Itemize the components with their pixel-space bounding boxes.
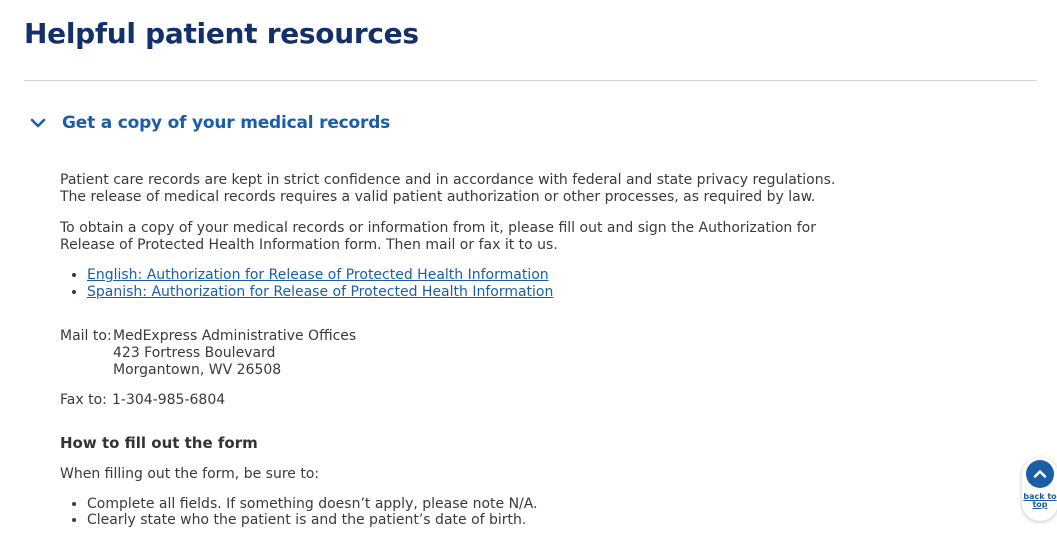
english-form-link[interactable]: English: Authorization for Release of Protected Health Information (87, 267, 549, 283)
fax-value: 1-304-985-6804 (112, 392, 226, 408)
mail-label: Mail to: (60, 328, 112, 344)
mail-address-lines (113, 328, 356, 379)
page-title: Helpful patient resources (24, 17, 419, 50)
list-item (87, 284, 840, 301)
form-section-intro: When filling out the form, be sure to: (60, 466, 320, 482)
mail-address (60, 328, 840, 379)
form-steps-list (60, 496, 840, 528)
chevron-up-icon (1032, 466, 1048, 482)
divider (24, 80, 1037, 81)
list-item: • Clearly state who the patient is and the patient’s date of birth. (87, 512, 840, 528)
form-section-heading: How to fill out the form (60, 434, 258, 452)
privacy-paragraph: Patient care records are kept in strict confidence and in accordance with federal and state privacy regulations. The release of medical records requires a valid patient authorization or other processes, as required by law. (60, 172, 836, 205)
back-to-top-button[interactable] (1022, 457, 1057, 521)
back-to-top-circle (1026, 460, 1054, 488)
mail-line: 423 Fortress Boulevard (113, 345, 276, 361)
accordion-header-medical-records[interactable] (28, 110, 390, 136)
mail-line: Morgantown, WV 26508 (113, 362, 282, 378)
list-item (87, 267, 840, 284)
fax-number (60, 392, 840, 409)
spanish-form-link[interactable]: Spanish: Authorization for Release of Protected Health Information (87, 284, 554, 300)
accordion-title: Get a copy of your medical records (62, 113, 391, 133)
back-to-top-label: back to top (1023, 492, 1057, 509)
accordion-content (60, 172, 840, 528)
mail-line: MedExpress Administrative Offices (113, 328, 357, 344)
fax-label: Fax to: (60, 392, 107, 408)
list-item: • Complete all fields. If something doesn’t apply, please note N/A. (87, 496, 840, 512)
instructions-paragraph: To obtain a copy of your medical records or information from it, please fill out and sign the Authorization for Release of Protected Health Information form. Then mail or fax it to us. (60, 220, 816, 253)
chevron-down-icon (28, 113, 48, 133)
form-links-list (60, 267, 840, 301)
